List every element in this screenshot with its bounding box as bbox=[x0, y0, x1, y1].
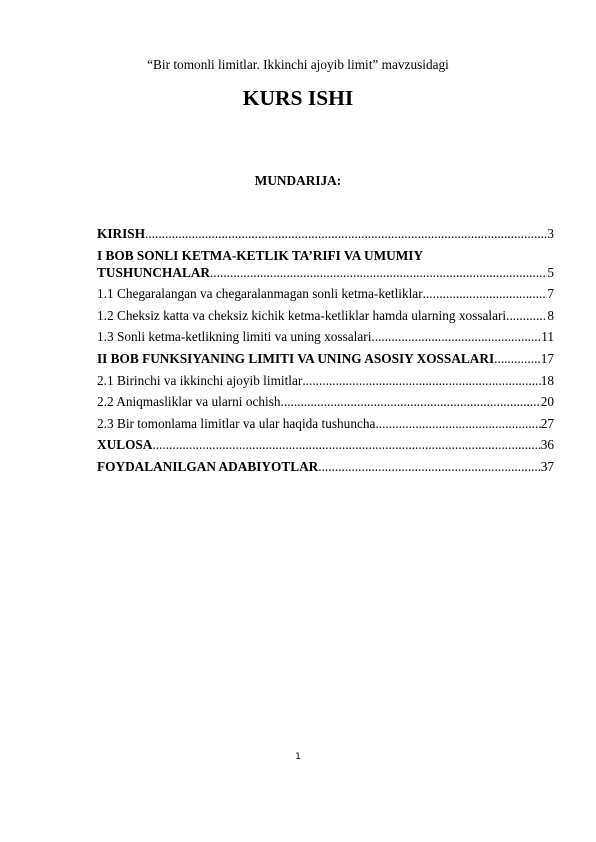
toc-dot-leader bbox=[506, 307, 547, 324]
toc-dot-leader bbox=[423, 285, 548, 302]
toc-entry-xulosa[interactable] bbox=[97, 436, 554, 453]
toc-entry-title: 1.2 Cheksiz katta va cheksiz kichik ketma-ketliklar hamda ularning xossalari bbox=[97, 307, 507, 323]
toc-entry-chapter-2[interactable] bbox=[97, 350, 554, 367]
toc-entry-title: 2.1 Birinchi va ikkinchi ajoyib limitlar bbox=[97, 372, 303, 388]
toc-entry-title: II BOB FUNKSIYANING LIMITI VA UNING ASOSIY XOSSALARI bbox=[97, 350, 495, 366]
document-subtitle: “Bir tomonli limitlar. Ikkinchi ajoyib limit” mavzusidagi bbox=[147, 57, 449, 72]
toc-entry-section-1-1[interactable] bbox=[97, 285, 554, 302]
document-title: KURS ISHI bbox=[242, 86, 354, 110]
toc-entry-title-line-1: I BOB SONLI KETMA-KETLIK TA’RIFI VA UMUMIY bbox=[97, 247, 424, 263]
toc-entry-section-2-2[interactable] bbox=[97, 393, 554, 410]
toc-entry-page: 7 bbox=[547, 286, 554, 302]
toc-entry-adabiyotlar[interactable] bbox=[97, 458, 554, 475]
toc-entry-section-1-3[interactable] bbox=[97, 328, 554, 345]
toc-dot-leader bbox=[152, 436, 540, 453]
toc-dot-leader bbox=[371, 328, 541, 345]
toc-entry-title: XULOSA bbox=[97, 437, 153, 453]
toc-dot-leader bbox=[302, 372, 540, 389]
toc-heading: MUNDARIJA: bbox=[254, 173, 342, 188]
table-of-contents bbox=[97, 225, 554, 480]
toc-entry-page: 36 bbox=[540, 437, 554, 453]
toc-entry-page: 20 bbox=[540, 394, 554, 410]
toc-entry-section-2-1[interactable] bbox=[97, 372, 554, 389]
toc-dot-leader bbox=[494, 350, 541, 367]
toc-entry-title: 2.2 Aniqmasliklar va ularni ochish bbox=[97, 394, 281, 410]
toc-entry-page: 5 bbox=[547, 264, 554, 280]
toc-dot-leader bbox=[210, 264, 547, 281]
toc-entry-page: 37 bbox=[540, 458, 554, 474]
toc-entry-chapter-1[interactable] bbox=[97, 247, 554, 281]
toc-dot-leader bbox=[375, 415, 540, 432]
toc-entry-title: 1.3 Sonli ketma-ketlikning limiti va uning xossalari bbox=[97, 329, 372, 345]
toc-dot-leader bbox=[318, 458, 540, 475]
toc-entry-page: 18 bbox=[540, 372, 554, 388]
toc-entry-section-1-2[interactable] bbox=[97, 307, 554, 324]
toc-entry-page: 11 bbox=[541, 329, 554, 345]
toc-entry-title: FOYDALANILGAN ADABIYOTLAR bbox=[97, 458, 319, 474]
toc-dot-leader bbox=[281, 393, 541, 410]
toc-entry-page: 3 bbox=[547, 226, 554, 241]
page-number: 1 bbox=[295, 752, 301, 762]
toc-entry-page: 17 bbox=[540, 350, 554, 366]
toc-entry-kirish[interactable] bbox=[97, 225, 554, 242]
toc-entry-page: 8 bbox=[547, 307, 554, 323]
toc-entry-title: KIRISH bbox=[97, 226, 146, 241]
toc-entry-title: TUSHUNCHALAR bbox=[97, 264, 211, 280]
toc-dot-leader bbox=[145, 225, 547, 242]
toc-entry-section-2-3[interactable] bbox=[97, 415, 554, 432]
toc-entry-title: 2.3 Bir tomonlama limitlar va ular haqida tushuncha bbox=[97, 415, 376, 431]
toc-entry-title: 1.1 Chegaralangan va chegaralanmagan sonli ketma-ketliklar bbox=[97, 286, 423, 302]
toc-entry-page: 27 bbox=[540, 415, 554, 431]
